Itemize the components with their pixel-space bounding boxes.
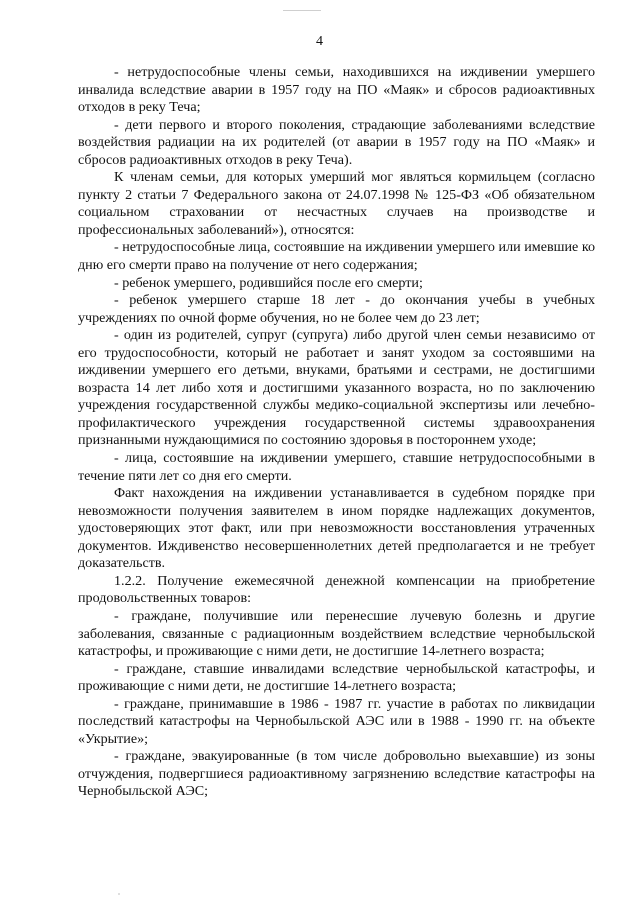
paragraph-dependency-proof: Факт нахождения на иждивении устанавливается в судебном порядке при невозможности получения заявителем в ином порядке надлежащих документов, удостоверяющих этот факт, или при невозможности восстановления утраченных документов. Иждивенство несовершеннолетних детей предполагается и не требует доказательств. [78,485,595,572]
paragraph-mayak-family-members: - нетрудоспособные члены семьи, находившихся на иждивении умершего инвалида вследствие аварии в 1957 году на ПО «Маяк» и сбросов радиоактивных отходов в реку Теча; [78,64,595,116]
paragraph-evacuated: - граждане, эвакуированные (в том числе добровольно выехавшие) из зоны отчуждения, подвергшиеся радиоактивному загрязнению вследствие катастрофы на Чернобыльской АЭС; [78,748,595,800]
paragraph-later-disabled-dependents: - лица, состоявшие на иждивении умершего, ставшие нетрудоспособными в течение пяти лет со дня его смерти. [78,450,595,484]
paragraph-student-child: - ребенок умершего старше 18 лет - до окончания учебы в учебных учреждениях по очной форме обучения, но не более чем до 23 лет; [78,292,595,326]
scan-artifact-dot [118,893,120,895]
paragraph-posthumous-child: - ребенок умершего, родившийся после его смерти; [114,274,423,291]
scan-artifact-line [283,10,321,11]
paragraph-mayak-children: - дети первого и второго поколения, страдающие заболеваниями вследствие воздействия радиации на их родителей (от аварии в 1957 году на ПО «Маяк» и сбросов радиоактивных отходов в реку Теча). [78,116,595,168]
paragraph-chernobyl-disabled: - граждане, ставшие инвалидами вследствие чернобыльской катастрофы, и проживающие с ними дети, не достигшие 14-летнего возраста; [78,660,595,695]
page-number: 4 [316,34,323,49]
section-heading-1-2-2: 1.2.2. Получение ежемесячной денежной компенсации на приобретение продовольственных товаров: [78,572,595,607]
paragraph-radiation-sickness: - граждане, получившие или перенесшие лучевую болезнь и другие заболевания, связанные с радиационным воздействием вследствие чернобыльской катастрофы, и проживающие с ними дети, не достигшие 14-летнего возраста; [78,607,595,660]
paragraph-breadwinner-definition: К членам семьи, для которых умерший мог являться кормильцем (согласно пункту 2 статьи 7 Федерального закона от 24.07.1998 № 125-ФЗ «Об обязательном социальном страховании от несчастных случаев на производстве и профессиональных заболеваний»), относятся: [78,169,595,238]
paragraph-caregiver-relative: - один из родителей, супруг (супруга) либо другой член семьи независимо от его трудоспособности, который не работает и занят уходом за состоявшими на иждивении умершего его детьми, внуками, братьями и сестрами, не достигшими возраста 14 лет либо хотя и достигшими указанного возраста, но по заключению учреждения государственной службы медико-социальной экспертизы или лечебно-профилактического учреждения государственной системы здравоохранения признанными нуждающимися по состоянию здоровья в постороннем уходе; [78,327,595,449]
paragraph-liquidators: - граждане, принимавшие в 1986 - 1987 гг. участие в работах по ликвидации последствий катастрофы на Чернобыльской АЭС или в 1988 - 1990 гг. на объекте «Укрытие»; [78,695,595,747]
document-body [78,64,595,801]
paragraph-disabled-dependents: - нетрудоспособные лица, состоявшие на иждивении умершего или имевшие ко дню его смерти право на получение от него содержания; [78,239,595,274]
